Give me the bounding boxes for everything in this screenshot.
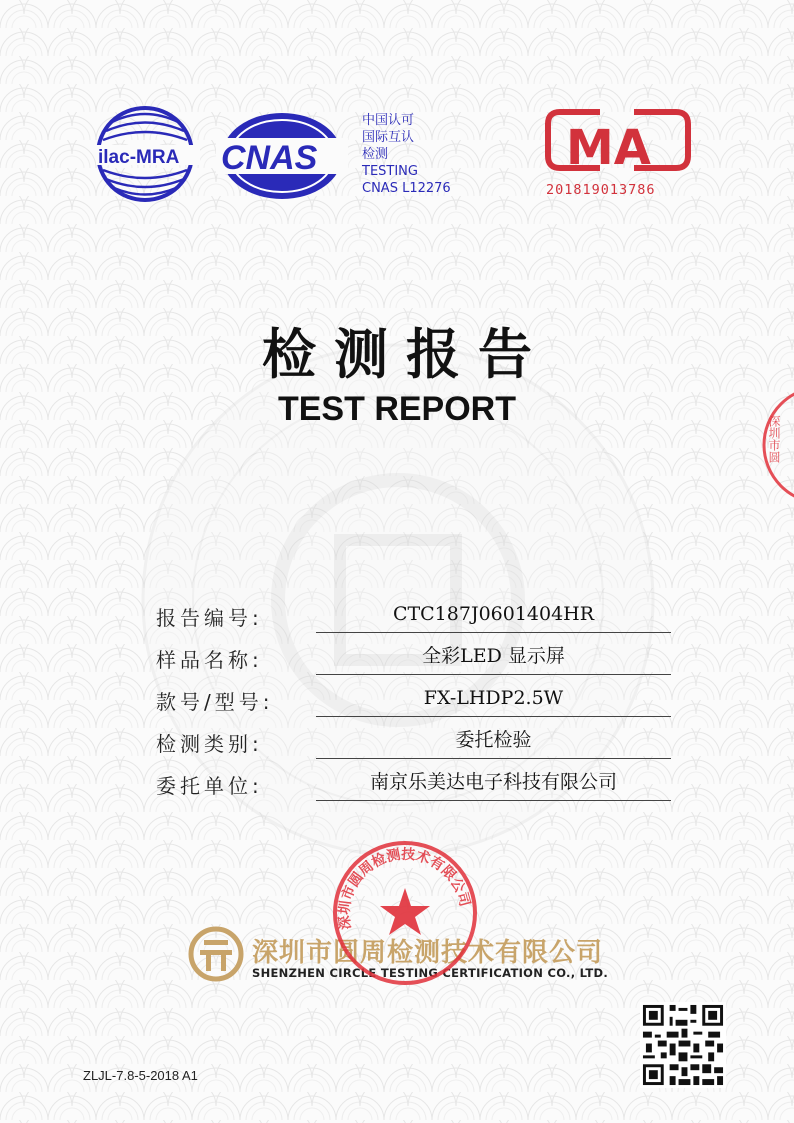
company-name-en: SHENZHEN CIRCLE TESTING CERTIFICATION CO., LTD. <box>252 966 609 980</box>
field-report-number <box>156 596 671 632</box>
field-value: CTC187J0601404HR <box>316 596 671 633</box>
field-model <box>156 680 671 716</box>
field-value: 委托检验 <box>316 722 671 759</box>
field-label: 委托单位: <box>156 774 263 798</box>
field-label: 检测类别: <box>156 732 263 756</box>
field-sample-name <box>156 638 671 674</box>
svg-text:深圳市圆: 深圳市圆 <box>767 415 781 463</box>
cnas-accreditation-text <box>362 112 451 197</box>
cma-logo <box>548 112 688 176</box>
cnas-line: 中国认可 <box>362 113 415 128</box>
company-seal-stamp <box>330 838 480 988</box>
svg-text:ilac-MRA: ilac-MRA <box>98 147 180 168</box>
field-test-type <box>156 722 671 758</box>
cma-number: 201819013786 <box>546 182 656 198</box>
ilac-mra-logo <box>96 108 200 200</box>
field-label: 报告编号: <box>156 606 263 630</box>
cnas-line: TESTING <box>362 164 418 179</box>
cnas-line: 检测 <box>362 147 389 162</box>
qr-code[interactable] <box>640 1002 726 1088</box>
document-code: ZLJL-7.8-5-2018 A1 <box>83 1068 198 1083</box>
field-value: 全彩LED 显示屏 <box>316 638 671 675</box>
cnas-line: CNAS L12276 <box>362 181 451 196</box>
field-value: 南京乐美达电子科技有限公司 <box>316 764 671 801</box>
field-value: FX-LHDP2.5W <box>316 680 671 717</box>
field-client <box>156 764 671 800</box>
cnas-logo <box>216 113 348 199</box>
svg-text:MA: MA <box>566 120 651 176</box>
svg-text:深圳市圆周检测技术有限公司: 深圳市圆周检测技术有限公司 <box>336 846 473 931</box>
company-logo-icon <box>186 926 246 982</box>
report-title-cn: 检测报告 <box>262 323 550 386</box>
svg-text:CNAS: CNAS <box>221 139 318 177</box>
field-label: 款号/型号: <box>156 690 274 714</box>
cnas-line: 国际互认 <box>362 130 415 145</box>
report-title-en: TEST REPORT <box>277 390 517 428</box>
field-label: 样品名称: <box>156 648 263 672</box>
company-name-cn: 深圳市圆周检测技术有限公司 <box>252 938 604 968</box>
edge-seal-stamp <box>760 385 794 505</box>
